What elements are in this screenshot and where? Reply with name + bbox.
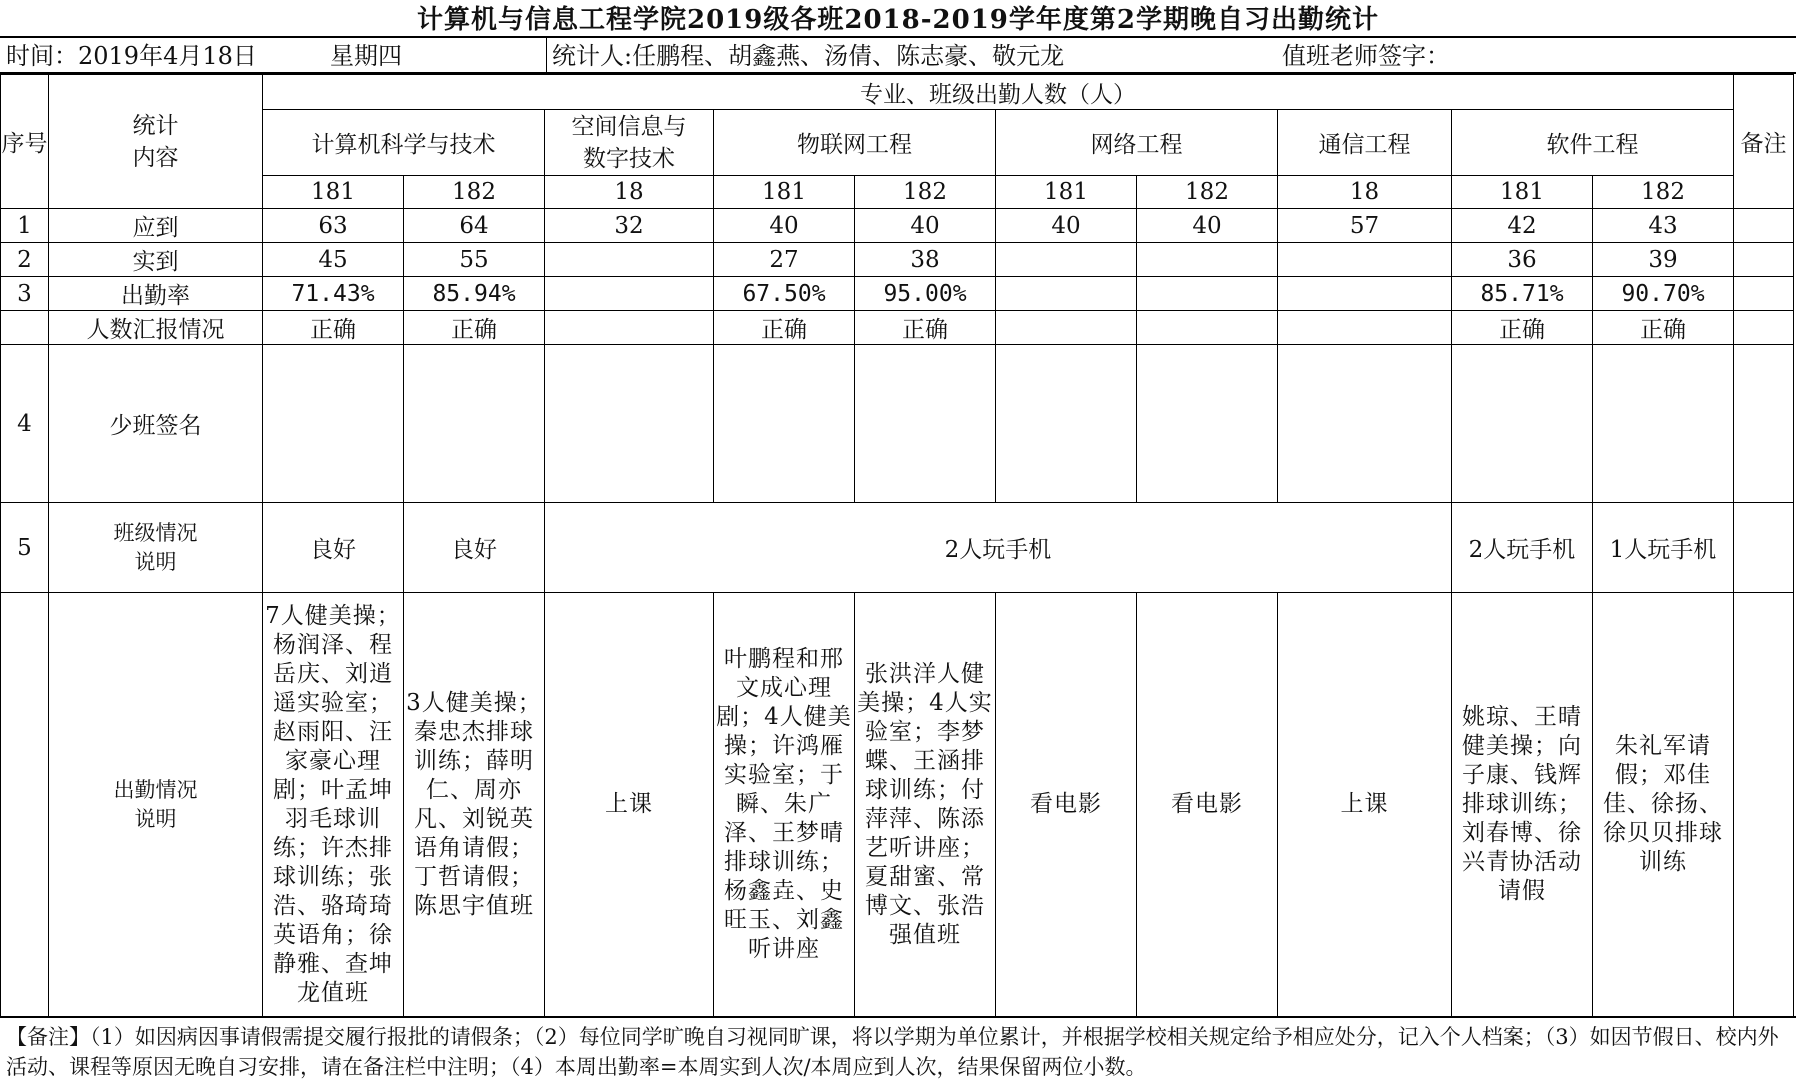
major-header: 软件工程 <box>1452 110 1734 176</box>
row-label: 出勤情况 说明 <box>49 593 263 1017</box>
class-header: 182 <box>1593 176 1734 209</box>
cell-desc: 张洪洋人健美操；4人实验室；李梦蝶、王涵排球训练；付萍萍、陈添艺听讲座；夏甜蜜、常博文、张浩强值班 <box>855 593 996 1017</box>
cell-value: 57 <box>1278 209 1452 243</box>
cell-value: 63 <box>263 209 404 243</box>
teacher-sign-text: 值班老师签字： <box>1282 42 1450 70</box>
cell-value: 64 <box>404 209 545 243</box>
cell-desc: 看电影 <box>996 593 1137 1017</box>
major-header: 空间信息与 数字技术 <box>545 110 714 176</box>
row-class-status <box>1 503 1794 593</box>
sign-cell <box>263 345 404 503</box>
sign-cell <box>1452 345 1593 503</box>
cell-value: 32 <box>545 209 714 243</box>
seq-header: 序号 <box>1 75 49 209</box>
meta-row <box>0 38 1796 74</box>
cell-value <box>1137 311 1278 345</box>
cell-value: 正确 <box>714 311 855 345</box>
cell-value <box>996 311 1137 345</box>
row-sign <box>1 345 1794 503</box>
page-title: 计算机与信息工程学院2019级各班2018-2019学年度第2学期晚自习出勤统计 <box>0 0 1796 38</box>
remark-cell <box>1734 311 1794 345</box>
sign-cell <box>545 345 714 503</box>
cell-desc: 看电影 <box>1137 593 1278 1017</box>
remark-cell <box>1734 277 1794 311</box>
sign-cell <box>1137 345 1278 503</box>
row-label: 应到 <box>49 209 263 243</box>
row-seq <box>1 593 49 1017</box>
cell-desc: 7人健美操；杨润泽、程岳庆、刘逍遥实验室；赵雨阳、汪家豪心理剧；叶孟坤羽毛球训练；许杰排球训练；张浩、骆琦琦英语角；徐静雅、查坤龙值班 <box>263 593 404 1017</box>
major-header: 计算机科学与技术 <box>263 110 545 176</box>
cell-value: 71.43% <box>263 277 404 311</box>
cell-value: 36 <box>1452 243 1593 277</box>
row-attendance <box>1 593 1794 1017</box>
class-header: 182 <box>404 176 545 209</box>
cell-value <box>996 243 1137 277</box>
cell-value: 40 <box>996 209 1137 243</box>
cell-value <box>1137 243 1278 277</box>
cell-value: 43 <box>1593 209 1734 243</box>
remark-cell <box>1734 243 1794 277</box>
cell-desc: 朱礼军请假；邓佳佳、徐扬、徐贝贝排球训练 <box>1593 593 1734 1017</box>
cell-value: 45 <box>263 243 404 277</box>
class-header: 181 <box>996 176 1137 209</box>
sign-cell <box>855 345 996 503</box>
cell-value <box>1278 277 1452 311</box>
row-label: 人数汇报情况 <box>49 311 263 345</box>
row-label: 实到 <box>49 243 263 277</box>
remark-header: 备注 <box>1734 75 1794 209</box>
stats-by-text: 统计人:任鹏程、胡鑫燕、汤倩、陈志豪、敬元龙 <box>552 42 1065 70</box>
cell-value: 85.94% <box>404 277 545 311</box>
stat-content-header: 统计 内容 <box>49 75 263 209</box>
cell-value: 2人玩手机 <box>1452 503 1593 593</box>
cell-desc: 叶鹏程和邢文成心理剧；4人健美操；许鸿雁实验室；于瞬、朱广泽、王梦晴排球训练；杨鑫垚、史旺玉、刘鑫听讲座 <box>714 593 855 1017</box>
sign-cell <box>714 345 855 503</box>
row-seq: 4 <box>1 345 49 503</box>
class-header: 181 <box>1452 176 1593 209</box>
remark-cell <box>1734 503 1794 593</box>
cell-value: 良好 <box>404 503 545 593</box>
class-header: 182 <box>855 176 996 209</box>
date-text: 时间：2019年4月18日 <box>6 42 257 70</box>
cell-value: 95.00% <box>855 277 996 311</box>
major-header: 网络工程 <box>996 110 1278 176</box>
cell-value: 38 <box>855 243 996 277</box>
cell-value: 39 <box>1593 243 1734 277</box>
row-seq: 1 <box>1 209 49 243</box>
class-header: 181 <box>714 176 855 209</box>
cell-value <box>1278 243 1452 277</box>
cell-value <box>545 311 714 345</box>
class-header: 18 <box>545 176 714 209</box>
major-header: 物联网工程 <box>714 110 996 176</box>
cell-value: 40 <box>714 209 855 243</box>
cell-desc: 上课 <box>1278 593 1452 1017</box>
cell-value: 40 <box>1137 209 1278 243</box>
remark-cell <box>1734 345 1794 503</box>
cell-value: 40 <box>855 209 996 243</box>
remark-cell <box>1734 209 1794 243</box>
cell-value: 正确 <box>263 311 404 345</box>
cell-desc: 上课 <box>545 593 714 1017</box>
major-header: 通信工程 <box>1278 110 1452 176</box>
cell-value: 正确 <box>404 311 545 345</box>
row-expected <box>1 209 1794 243</box>
cell-value: 正确 <box>1593 311 1734 345</box>
row-label: 少班签名 <box>49 345 263 503</box>
cell-value <box>545 243 714 277</box>
row-seq: 2 <box>1 243 49 277</box>
group-header: 专业、班级出勤人数（人） <box>263 75 1734 110</box>
cell-value: 90.70% <box>1593 277 1734 311</box>
cell-value: 2人玩手机 <box>545 503 1452 593</box>
weekday-text: 星期四 <box>330 42 402 70</box>
class-header: 182 <box>1137 176 1278 209</box>
cell-value: 1人玩手机 <box>1593 503 1734 593</box>
cell-value: 85.71% <box>1452 277 1593 311</box>
meta-divider <box>546 38 547 74</box>
row-seq: 5 <box>1 503 49 593</box>
cell-desc: 3人健美操；秦忠杰排球训练；薛明仁、周亦凡、刘锐英语角请假；丁哲请假；陈思宇值班 <box>404 593 545 1017</box>
footnote: 【备注】（1）如因病因事请假需提交履行报批的请假条；（2）每位同学旷晚自习视同旷课，将以学期为单位累计，并根据学校相关规定给予相应处分，记入个人档案；（3）如因节假日、校内外活动、课程等原因无晚自习安排，请在备注栏中注明；（4）本周出勤率=本周实到人次/本周应到人次，结果保留两位小数。 <box>0 1016 1796 1084</box>
row-seq <box>1 311 49 345</box>
cell-value <box>996 277 1137 311</box>
attendance-table <box>0 74 1794 1017</box>
sign-cell <box>1278 345 1452 503</box>
cell-value <box>545 277 714 311</box>
sign-cell <box>996 345 1137 503</box>
cell-desc: 姚琼、王晴健美操；向子康、钱辉排球训练；刘春博、徐兴青协活动请假 <box>1452 593 1593 1017</box>
cell-value: 67.50% <box>714 277 855 311</box>
cell-value: 良好 <box>263 503 404 593</box>
row-label: 班级情况 说明 <box>49 503 263 593</box>
row-rate <box>1 277 1794 311</box>
remark-cell <box>1734 593 1794 1017</box>
cell-value: 55 <box>404 243 545 277</box>
sign-cell <box>1593 345 1734 503</box>
row-label: 出勤率 <box>49 277 263 311</box>
row-seq: 3 <box>1 277 49 311</box>
cell-value <box>1278 311 1452 345</box>
cell-value: 27 <box>714 243 855 277</box>
row-report <box>1 311 1794 345</box>
sign-cell <box>404 345 545 503</box>
cell-value: 正确 <box>855 311 996 345</box>
class-header: 18 <box>1278 176 1452 209</box>
cell-value: 42 <box>1452 209 1593 243</box>
class-header: 181 <box>263 176 404 209</box>
cell-value <box>1137 277 1278 311</box>
cell-value: 正确 <box>1452 311 1593 345</box>
row-actual <box>1 243 1794 277</box>
